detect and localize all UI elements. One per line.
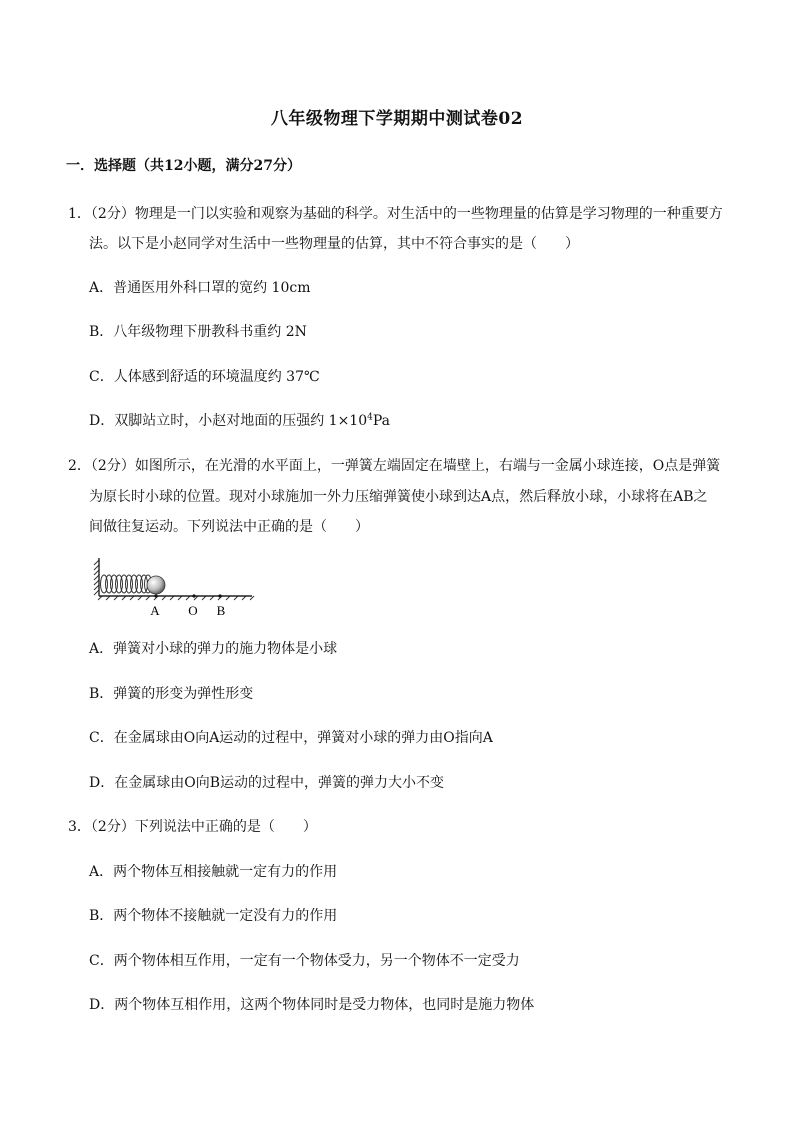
- question-3-option-c: C．两个物体相互作用，一定有一个物体受力，另一个物体不一定受力: [89, 953, 520, 969]
- option-d-exponent: 4: [367, 412, 373, 423]
- option-d-text: D．双脚站立时，小赵对地面的压强约 1×10: [89, 413, 368, 429]
- question-3-line-1: 3．（2分）下列说法中正确的是（ ）: [68, 819, 317, 835]
- question-3-option-a: A．两个物体互相接触就一定有力的作用: [89, 864, 338, 880]
- label-b: B: [216, 603, 226, 618]
- question-1-option-b: B．八年级物理下册教科书重约 2N: [89, 324, 307, 340]
- question-2-option-a: A．弹簧对小球的弹力的施力物体是小球: [89, 641, 338, 657]
- option-d-unit: Pa: [372, 413, 391, 429]
- question-3-option-b: B．两个物体不接触就一定没有力的作用: [89, 908, 338, 924]
- wall-hatching: [94, 560, 99, 595]
- point-o-dot: [192, 594, 195, 597]
- question-2-line-1: 2．（2分）如图所示，在光滑的水平面上，一弹簧左端固定在墙壁上，右端与一金属小球连接，O点是弹簧: [68, 458, 721, 474]
- spring-ball-figure: [92, 556, 262, 622]
- label-a: A: [150, 603, 160, 618]
- question-3-option-d: D．两个物体互相作用，这两个物体同时是受力物体，也同时是施力物体: [89, 997, 535, 1013]
- point-a-dot: [154, 594, 157, 597]
- question-1-option-a: A．普通医用外科口罩的宽约 10cm: [89, 280, 311, 296]
- label-o: O: [188, 603, 198, 618]
- section-heading: 一．选择题（共12小题，满分27分）: [66, 158, 301, 174]
- question-2-line-3: 间做往复运动。下列说法中正确的是（ ）: [89, 519, 369, 535]
- question-1-option-c: C．人体感到舒适的环境温度约 37℃: [89, 369, 320, 385]
- question-1-option-d: [89, 410, 390, 430]
- question-2-line-2: 为原长时小球的位置。现对小球施加一外力压缩弹簧使小球到达A点，然后释放小球，小球将在AB之: [89, 489, 708, 505]
- spring: [101, 575, 152, 593]
- question-1-line-2: 法。以下是小赵同学对生活中一些物理量的估算，其中不符合事实的是（ ）: [89, 236, 579, 252]
- question-2-option-c: C．在金属球由O向A运动的过程中，弹簧对小球的弹力由O指向A: [89, 730, 493, 746]
- point-b-dot: [218, 594, 221, 597]
- question-1-line-1: 1．（2分）物理是一门以实验和观察为基础的科学。对生活中的一些物理量的估算是学习物理的一种重要方: [68, 206, 723, 222]
- page-title: 八年级物理下学期期中测试卷02: [270, 109, 524, 129]
- question-2-option-b: B．弹簧的形变为弹性形变: [89, 686, 254, 702]
- question-2-option-d: D．在金属球由O向B运动的过程中，弹簧的弹力大小不变: [89, 775, 444, 791]
- metal-ball: [147, 576, 165, 594]
